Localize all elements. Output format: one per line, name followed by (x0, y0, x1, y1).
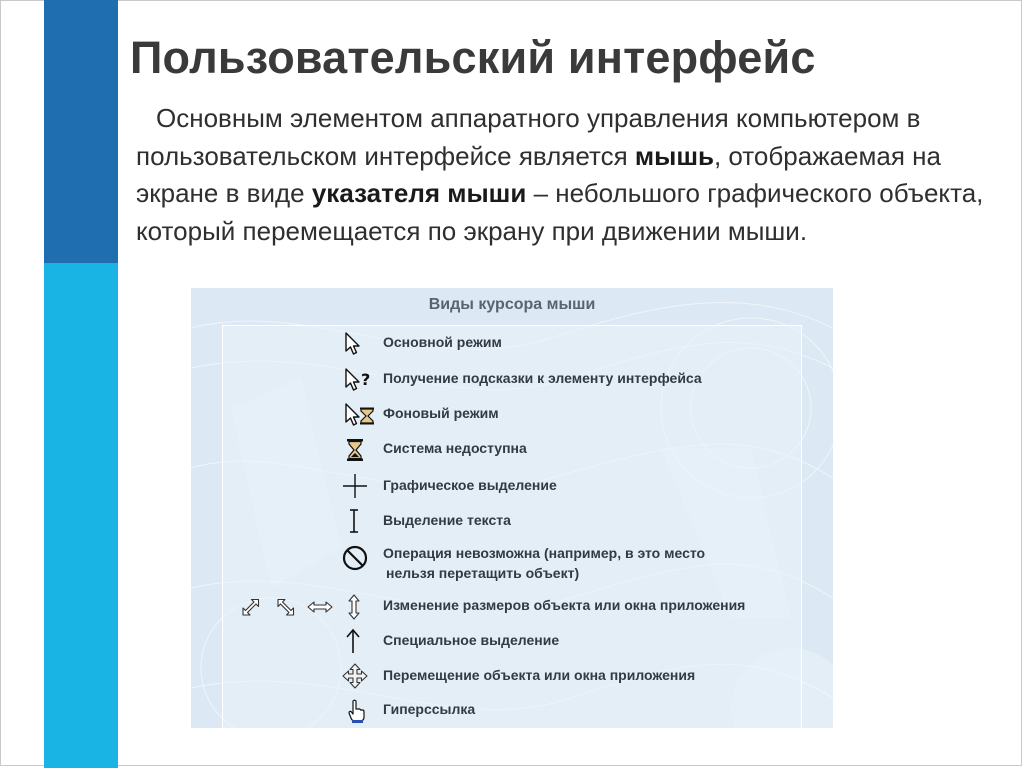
list-item (191, 662, 833, 692)
list-item (191, 593, 833, 623)
cursor-label: Графическое выделение (383, 477, 557, 493)
svg-text:?: ? (361, 370, 371, 389)
cursor-label: Основной режим (383, 334, 502, 350)
paragraph-bold-mouse: мышь (634, 140, 714, 171)
cursor-list (191, 288, 833, 728)
arrow-pointer-icon (343, 330, 365, 358)
list-item (191, 472, 833, 502)
list-item (191, 507, 833, 537)
panel-title: Виды курсора мыши (428, 296, 596, 313)
cursor-label-line2: нельзя перетащить объект) (386, 565, 580, 581)
cursor-label (383, 543, 705, 583)
cursor-types-panel (191, 288, 833, 728)
cursor-label: Гиперссылка (383, 701, 476, 717)
cursor-label: Перемещение объекта или окна приложения (383, 667, 696, 683)
unavailable-icon (341, 544, 369, 572)
cursor-label: Выделение текста (383, 512, 511, 528)
slide-title: Пользовательский интерфейс (130, 32, 816, 83)
list-item (191, 698, 833, 728)
cursor-label: Получение подсказки к элементу интерфейса (383, 370, 702, 386)
body-paragraph (136, 100, 1001, 250)
text-select-icon (346, 507, 362, 535)
help-select-icon (343, 366, 377, 394)
accent-stripe-dark (44, 0, 118, 263)
list-item (191, 366, 833, 396)
hourglass-icon (343, 436, 367, 464)
list-item (191, 401, 833, 431)
move-icon (341, 662, 369, 690)
list-item (191, 330, 833, 360)
cursor-label-line1: Операция невозможна (например, в это место (383, 545, 706, 561)
list-item (191, 436, 833, 466)
list-item (191, 542, 833, 586)
cursor-label: Изменение размеров объекта или окна приложения (383, 597, 746, 613)
paragraph-text-3: – небольшого графического объекта, который перемещается по экрану при движении мыши. (136, 178, 984, 246)
paragraph-text-1: Основным элементом аппаратного управления компьютером в пользовательском интерфейсе является (136, 103, 921, 171)
accent-stripe-light (44, 263, 118, 768)
cursor-label: Фоновый режим (383, 405, 499, 421)
cursor-label: Специальное выделение (383, 632, 560, 648)
paragraph-text-2: , отображаемая на экране в виде (136, 140, 941, 208)
resize-icons (239, 593, 369, 621)
paragraph-bold-pointer: указателя мыши (311, 178, 527, 208)
alternate-select-icon (343, 627, 363, 655)
list-item (191, 627, 833, 657)
working-in-background-icon (343, 401, 377, 429)
hand-link-icon (346, 698, 366, 724)
crosshair-icon (341, 472, 369, 500)
cursor-label: Система недоступна (383, 440, 527, 456)
